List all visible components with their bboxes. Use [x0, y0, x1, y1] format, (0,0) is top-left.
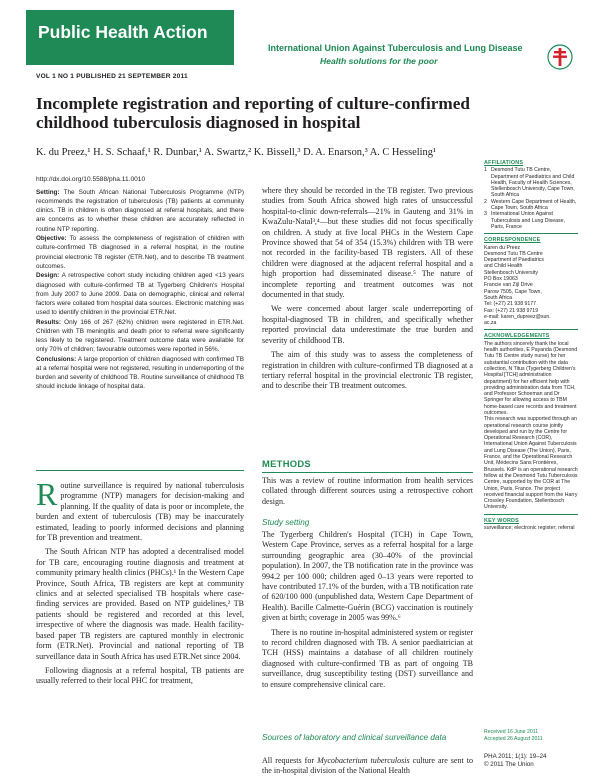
affiliation-text: Western Cape Department of Health, Cape Town, South Africa — [491, 198, 577, 212]
keywords-text: surveillance; electronic register; referral — [484, 525, 575, 532]
affiliation-text: Desmond Tutu TB Centre, Department of Paediatrics and Child Health, Faculty of Health Sciences, Stellenbosch University, Cape Town, South Africa — [491, 167, 575, 199]
study-setting-section — [262, 530, 473, 694]
correspondence-email[interactable]: ac.za — [484, 320, 497, 327]
correspondence-line: and Child Health — [484, 263, 523, 270]
correspondence-line: Stellenbosch University — [484, 269, 538, 276]
body-paragraph: where they should be recorded in the TB register. Two previous studies from South Africa showed high rates of unsuccessful hospital-to-clinic down-referrals—21% in Gauteng and 31% in KwaZulu-Natal³,⁴—but these studies did not focus specifically on children. A study at five local PHCs in the Western Cape Province showed that 54 of 354 (15.3%) children with TB were not recorded in the facility-based TB registers. All of these children were diagnosed at the adjacent referral hospital and a high proportion had disseminated disease.⁵ The nature of incomplete reporting and treatment outcomes was not documented in that study. — [262, 186, 473, 300]
correspondence-line: Desmond Tutu TB Centre — [484, 250, 543, 257]
body-paragraph: There is no routine in-hospital administered system or register to record children diagnosed with TB. A senior paediatrician at TCH (HSS) maintains a database of all children routinely diagnosed with culture-confirmed TB as part of ongoing TB surveillance, drug susceptibility testing (DST) surveillance and to ensure comprehensive clinical care. — [262, 627, 473, 689]
middle-column — [262, 186, 473, 396]
abstract-results-text: Only 166 of 267 (62%) children were registered in ETR.Net. Children with TB meningitis and death prior to referral were significantly less likely to be registered. Treatment outcome data were available for only 70% of children; favourable outcomes were reported in 56%. — [36, 318, 245, 354]
correspondence-line: Parow 7505, Cape Town, — [484, 288, 542, 295]
intro-paragraph-1-text: outine surveillance is required by national tuberculosis programme (NTP) managers for decision-making and planning. If the quality of data is poor or incomplete, the burden and extent of tuberculosis (TB) may be inaccurately estimated, leading to poorly informed decisions and planning for TB prevention and treatment. — [36, 481, 244, 543]
correspondence-line: Francie van Zijl Drive — [484, 282, 533, 289]
abstract-conclusions — [36, 355, 244, 392]
abstract-objective-label: Objective: — [36, 235, 67, 243]
body-paragraph: We were concerned about larger scale underreporting of hospital-diagnosed TB in children, and specifically whether reported provincial data underestimate the true burden and severity of childhood TB. — [262, 304, 473, 345]
abstract — [36, 188, 244, 392]
received-date: Received 16 June 2011 — [484, 729, 539, 735]
citation: PHA 2011; 1(1): 19–24 — [484, 753, 547, 760]
affiliation-item — [484, 199, 578, 212]
abstract-design-label: Design: — [36, 272, 60, 280]
sidebar-divider — [484, 514, 578, 515]
abstract-setting — [36, 188, 244, 234]
journal-header — [0, 0, 600, 72]
affiliation-number: 1 — [484, 167, 487, 174]
correspondence-line: South Africa — [484, 294, 512, 301]
abstract-results — [36, 318, 244, 355]
received-dates — [484, 729, 578, 743]
keywords-heading: KEY WORDS — [484, 517, 519, 524]
journal-name: Public Health Action — [38, 22, 208, 42]
abstract-divider — [36, 470, 244, 471]
abstract-objective — [36, 234, 244, 271]
correspondence-email[interactable]: e-mail: karen_dupreez@sun. — [484, 313, 551, 320]
abstract-results-label: Results: — [36, 318, 62, 326]
issue-info: VOL 1 NO 1 PUBLISHED 21 SEPTEMBER 2011 — [36, 73, 188, 80]
correspondence-line: PO Box 19063 — [484, 276, 518, 283]
union-tagline: Health solutions for the poor — [320, 56, 438, 66]
abstract-design-text: A retrospective cohort study including children aged <13 years diagnosed with culture-confirmed TB at Tygerberg Children's Hospital from July 2007 to June 2009. Data on demographic, clinical and referral factors were collated from hospital data sources. Electronic matching was used to identify children in the provincial ETR.Net. — [36, 272, 244, 317]
methods-heading: METHODS — [262, 458, 311, 469]
intro-paragraph: Following diagnosis at a referral hospital, TB patients are usually referred to their local PHC for treatment, — [36, 665, 244, 686]
affiliations-heading: AFFILIATIONS — [484, 160, 524, 166]
correspondence-heading: CORRESPONDENCE — [484, 237, 541, 244]
abstract-setting-label: Setting: — [36, 189, 60, 196]
drop-cap: R — [36, 476, 58, 512]
journal-brand-bar — [26, 10, 234, 65]
article-sidebar — [484, 160, 578, 531]
body-paragraph: The Tygerberg Children's Hospital (TCH) in Cape Town, Western Cape Province, serves as a referral hospital for a large surrounding geographic area (30–40% of the provincial population). In 2007, the TB notification rate in the province was 994.2 per 100 000; children aged 0–13 years were reported to have contributed 17.1% of the burden, with a TB notification rate of 620/100 000 (unpublished data, Western Cape Department of Health). Bacille Calmette-Guérin (BCG) vaccination is routinely given at birth; coverage in 2005 was 99%.⁶ — [262, 530, 473, 623]
correspondence-line: Department of Paediatrics — [484, 257, 544, 264]
acknowledgements-text: The authors sincerely thank the local health authorities, E Payanda (Desmond Tutu TB Centre study nurse) for her substantial contribution with the data collection, N Titus (Tygerberg Children's Hospital [TCH] administration department) for her efficient help with providing administration data from TCH, and Professor Schoeman and Dr Springer for allowing access to TBM home-based care records and treatment outcomes. — [484, 340, 578, 416]
study-setting-heading: Study setting — [262, 518, 310, 527]
affiliation-item — [484, 167, 578, 198]
abstract-conclusions-text: A large proportion of children diagnosed with confirmed TB at a referral hospital were not registered, resulting in underreporting of the burden and severity of childhood TB. Routine surveillance of childhood TB should include linkage of hospital data. — [36, 355, 244, 391]
introduction-column — [36, 476, 244, 691]
methods-intro — [262, 476, 473, 511]
methods-divider — [262, 472, 473, 473]
copyright: © 2011 The Union — [484, 761, 534, 768]
organism-name: Mycobacterium tuberculosis — [317, 756, 410, 765]
abstract-conclusions-label: Conclusions: — [36, 355, 77, 363]
acknowledgements-text: This research was supported through an operational research course jointly developed and run by the Centre for Operational Research (COR), International Union Against Tuberculosis and Lung Disease (The Union), Paris, France, and the Operational Research Unit, Médecins Sans Frontières, Brussels. KdP is an operational research fellow at the Desmond Tutu Tuberculosis Centre, supported by the COR at The Union, Paris, France. The project received financial support from the Harry Crossley Foundation, Stellenbosch University. — [484, 416, 578, 511]
correspondence-line: Fax: (+27) 21 938 9719 — [484, 307, 539, 314]
abstract-design — [36, 271, 244, 317]
citation-footer — [484, 753, 578, 769]
affiliation-number: 3 — [484, 211, 487, 218]
acknowledgements-heading: ACKNOWLEDGEMENTS — [484, 333, 550, 340]
article-title: Incomplete registration and reporting of culture-confirmed childhood tuberculosis diagnosed in hospital — [36, 94, 470, 132]
body-paragraph: This was a review of routine information from health services collated through different sources using a retrospective cohort design. — [262, 476, 473, 506]
double-cross-logo-icon — [547, 44, 573, 70]
accepted-date: Accepted 26 August 2011 — [484, 736, 543, 742]
intro-paragraph: The South African NTP has adopted a decentralised model for TB care, encouraging routine diagnosis and treatment at community primary health clinics (PHCs).¹ In the Western Cape Province, South Africa, TB registers are kept at community clinics and at selected specialised TB hospitals where case-finding services are provided. Based on NTP guidelines,² TB patients should be registered and recorded at this level, irrespective of where the diagnosis was made. Health facility-based paper TB registers are captured monthly in electronic form (ETR.Net). Provincial and national reporting of TB surveillance data in South Africa has used ETR.Net since 2004. — [36, 547, 244, 661]
intro-paragraph — [36, 476, 244, 543]
sources-text-a: All requests for — [262, 756, 315, 765]
sources-text-b: culture are sent to the in-hospital division of the National Health — [262, 756, 474, 776]
correspondence-line: Karen du Preez — [484, 244, 521, 251]
affiliation-number: 2 — [484, 198, 487, 205]
body-paragraph: The aim of this study was to assess the completeness of registration in children with culture-confirmed TB diagnosed at a tertiary referral hospital in the provincial electronic TB register, and to describe their TB treatment outcomes. — [262, 350, 473, 391]
affiliation-text: International Union Against Tuberculosis and Lung Disease, Paris, France — [491, 211, 565, 230]
body-paragraph — [262, 756, 473, 777]
sources-heading: Sources of laboratory and clinical surveillance data — [262, 733, 447, 742]
sidebar-divider — [484, 329, 578, 330]
affiliation-item — [484, 211, 578, 230]
doi-link[interactable]: http://dx.doi.org/10.5588/pha.11.0010 — [36, 176, 146, 183]
union-name: International Union Against Tuberculosis and Lung Disease — [268, 43, 523, 53]
abstract-objective-text: To assess the completeness of registration of children with culture-confirmed TB diagnosed in a referral hospital, in the routine provincial electronic TB register (ETR.Net), and to describe TB treatment outcomes. — [36, 235, 244, 270]
sources-section — [262, 756, 473, 781]
sidebar-divider — [484, 233, 578, 234]
author-list: K. du Preez,¹ H. S. Schaaf,¹ R. Dunbar,¹ A. Swartz,² K. Bissell,³ D. A. Enarson,³ A. C Hesseling¹ — [36, 147, 437, 158]
correspondence-line: Tel: (+27) 21 938 9177 — [484, 301, 537, 308]
abstract-setting-text: The South African National Tuberculosis Programme (NTP) recommends the registration of tuberculosis (TB) patients at community clinics. TB in children is often diagnosed at referral hospitals, and there are concerns as to whether these children are accurately reflected in routine NTP reporting. — [36, 189, 244, 233]
